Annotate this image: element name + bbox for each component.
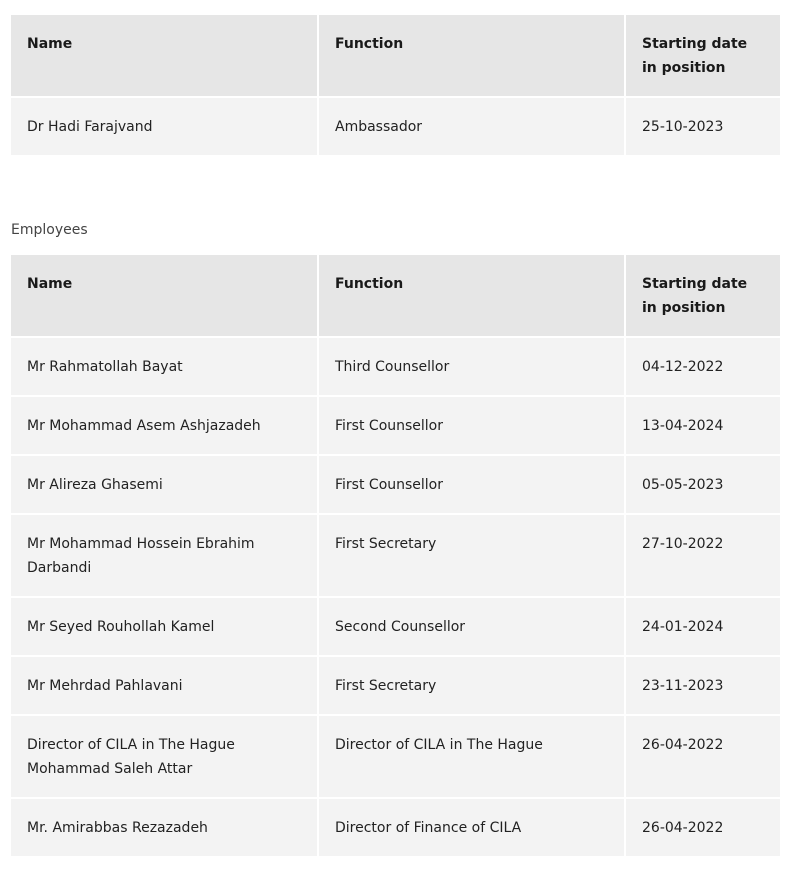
cell-name: Director of CILA in The Hague Mohammad Saleh Attar bbox=[11, 716, 317, 797]
cell-name: Mr. Amirabbas Rezazadeh bbox=[11, 799, 317, 856]
cell-start-date: 13-04-2024 bbox=[626, 397, 780, 454]
cell-start-date: 26-04-2022 bbox=[626, 799, 780, 856]
cell-function: Ambassador bbox=[319, 98, 624, 155]
column-header-start-date: Starting date in position bbox=[626, 255, 780, 336]
table-row bbox=[11, 397, 780, 454]
cell-name: Dr Hadi Farajvand bbox=[11, 98, 317, 155]
table-header-row bbox=[11, 15, 780, 96]
cell-start-date: 05-05-2023 bbox=[626, 456, 780, 513]
cell-function: First Secretary bbox=[319, 657, 624, 714]
table-row bbox=[11, 598, 780, 655]
column-header-function: Function bbox=[319, 255, 624, 336]
cell-function: Director of CILA in The Hague bbox=[319, 716, 624, 797]
cell-name: Mr Mohammad Hossein Ebrahim Darbandi bbox=[11, 515, 317, 596]
cell-start-date: 27-10-2022 bbox=[626, 515, 780, 596]
cell-function: First Counsellor bbox=[319, 456, 624, 513]
column-header-name: Name bbox=[11, 255, 317, 336]
column-header-function: Function bbox=[319, 15, 624, 96]
cell-function: Director of Finance of CILA bbox=[319, 799, 624, 856]
cell-function: First Secretary bbox=[319, 515, 624, 596]
cell-function: First Counsellor bbox=[319, 397, 624, 454]
table-row bbox=[11, 338, 780, 395]
cell-name: Mr Mohammad Asem Ashjazadeh bbox=[11, 397, 317, 454]
cell-function: Second Counsellor bbox=[319, 598, 624, 655]
cell-function: Third Counsellor bbox=[319, 338, 624, 395]
table-row bbox=[11, 456, 780, 513]
cell-start-date: 24-01-2024 bbox=[626, 598, 780, 655]
cell-start-date: 23-11-2023 bbox=[626, 657, 780, 714]
cell-name: Mr Seyed Rouhollah Kamel bbox=[11, 598, 317, 655]
cell-start-date: 04-12-2022 bbox=[626, 338, 780, 395]
employees-caption: Employees bbox=[11, 222, 88, 238]
column-header-name: Name bbox=[11, 15, 317, 96]
employees-table bbox=[9, 253, 782, 858]
table-row bbox=[11, 98, 780, 155]
column-header-start-date: Starting date in position bbox=[626, 15, 780, 96]
table-row bbox=[11, 799, 780, 856]
table-row bbox=[11, 716, 780, 797]
cell-name: Mr Rahmatollah Bayat bbox=[11, 338, 317, 395]
cell-start-date: 25-10-2023 bbox=[626, 98, 780, 155]
table-row bbox=[11, 515, 780, 596]
head-of-mission-table bbox=[9, 13, 782, 157]
table-header-row bbox=[11, 255, 780, 336]
cell-name: Mr Mehrdad Pahlavani bbox=[11, 657, 317, 714]
cell-name: Mr Alireza Ghasemi bbox=[11, 456, 317, 513]
cell-start-date: 26-04-2022 bbox=[626, 716, 780, 797]
table-row bbox=[11, 657, 780, 714]
